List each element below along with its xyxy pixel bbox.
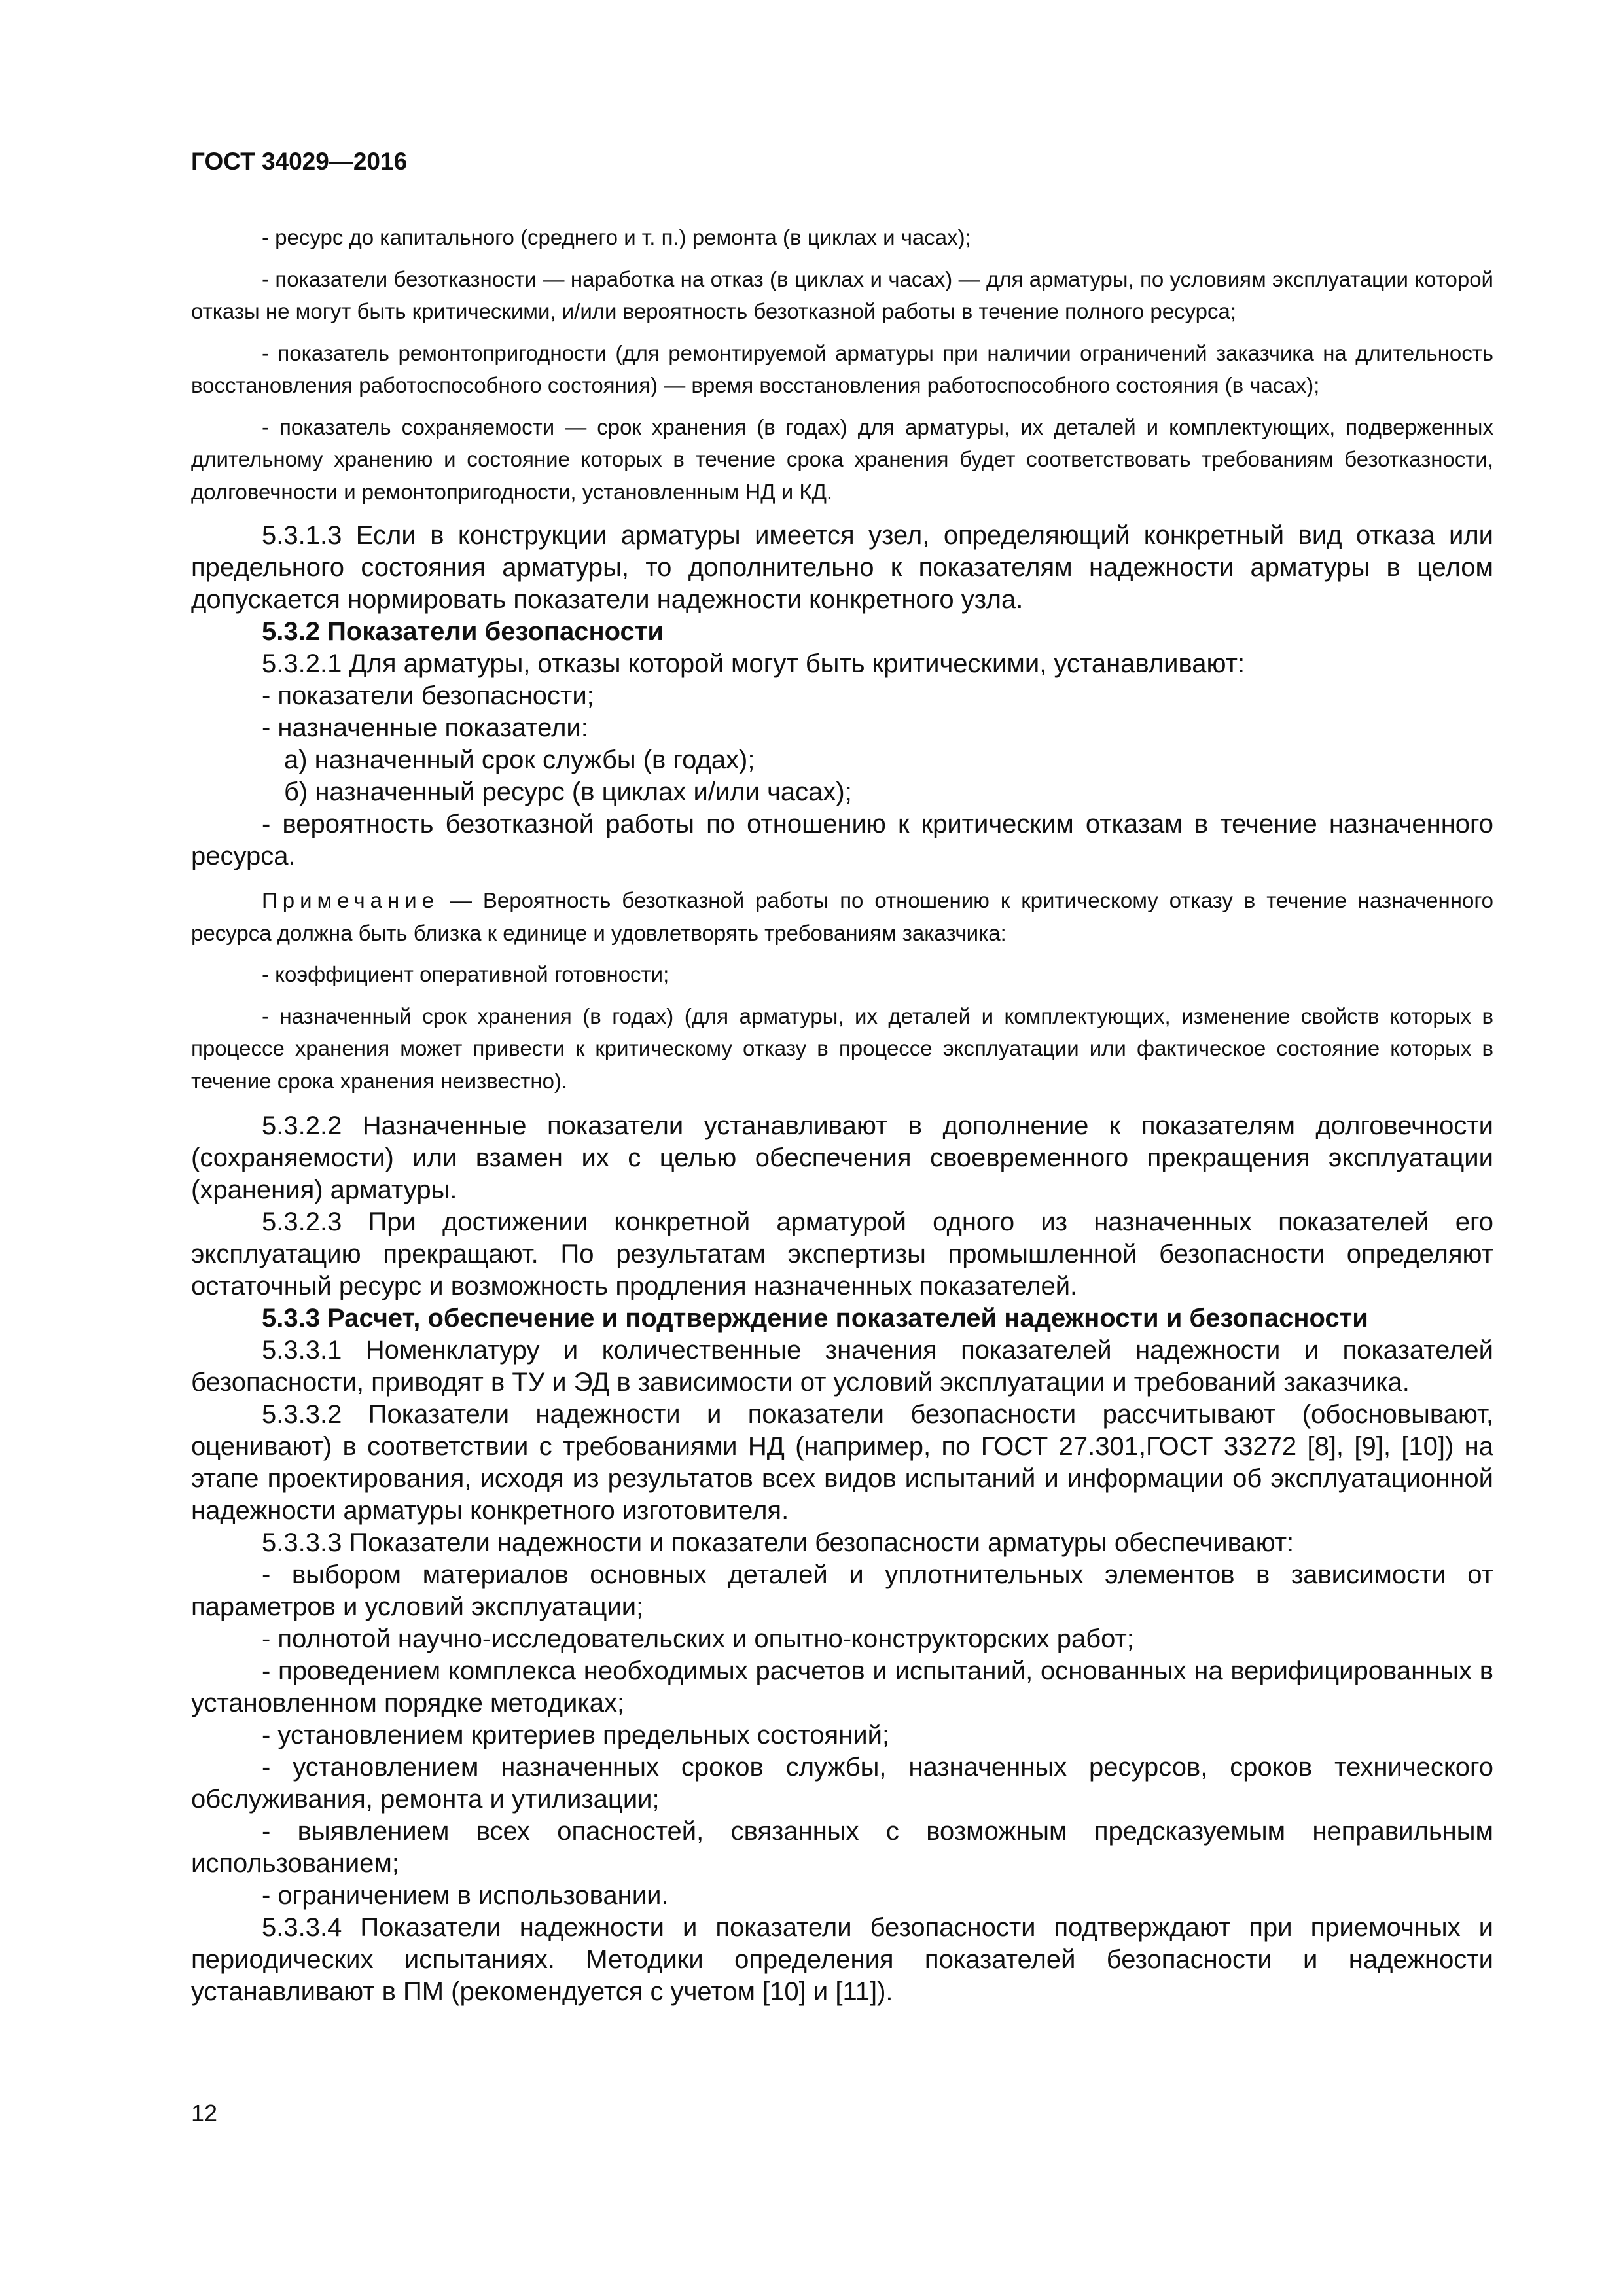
sub-list-item: б) назначенный ресурс (в циклах и/или часах);	[284, 778, 852, 806]
list-item: - проведением комплекса необходимых расчетов и испытаний, основанных на верифицированных в установленном порядке методиках;	[191, 1657, 1493, 1717]
paragraph: 5.3.3.3 Показатели надежности и показатели безопасности арматуры обеспечивают:	[262, 1528, 1294, 1557]
list-item: - ограничением в использовании.	[262, 1881, 669, 1910]
paragraph: - коэффициент оперативной готовности;	[262, 962, 669, 986]
list-item: - назначенные показатели:	[262, 713, 588, 742]
list-item: - выбором материалов основных деталей и уплотнительных элементов в зависимости от параметров и условий эксплуатации;	[191, 1560, 1493, 1621]
list-item: - установлением критериев предельных состояний;	[262, 1721, 890, 1749]
list-item: - полнотой научно-исследовательских и опытно-конструкторских работ;	[262, 1624, 1134, 1653]
paragraph: 5.3.3.4 Показатели надежности и показатели безопасности подтверждают при приемочных и периодических испытаниях. Методики определения показателей безопасности и надежности устанавливают в ПМ (рекомендуется с учетом [10] и [11]).	[191, 1913, 1493, 2006]
sub-list-item: а) назначенный срок службы (в годах);	[284, 745, 755, 774]
section-heading: 5.3.3 Расчет, обеспечение и подтверждение показателей надежности и безопасности	[262, 1304, 1368, 1333]
section-heading: 5.3.2 Показатели безопасности	[262, 617, 664, 646]
paragraph: 5.3.1.3 Если в конструкции арматуры имеется узел, определяющий конкретный вид отказа или предельного состояния арматуры, то дополнительно к показателям надежности арматуры в целом допускается нормировать показатели надежности конкретного узла.	[191, 521, 1493, 614]
paragraph: 5.3.2.2 Назначенные показатели устанавливают в дополнение к показателям долговечности (сохраняемости) или взамен их с целью обеспечения своевременного прекращения эксплуатации (хранения) арматуры.	[191, 1111, 1493, 1204]
paragraph: 5.3.3.2 Показатели надежности и показатели безопасности рассчитывают (обосновывают, оценивают) в соответствии с требованиями НД (например, по ГОСТ 27.301,ГОСТ 33272 [8], [9], [10]) на этапе проектирования, исходя из результатов всех видов испытаний и информации об эксплуатационной надежности арматуры конкретного изготовителя.	[191, 1400, 1493, 1525]
note-label: Примечание	[262, 888, 440, 912]
paragraph: - ресурс до капитального (среднего и т. п.) ремонта (в циклах и часах);	[262, 225, 971, 249]
paragraph: - назначенный срок хранения (в годах) (для арматуры, их деталей и комплектующих, изменение свойств которых в процессе хранения может привести к критическому отказу в процессе эксплуатации или фактическое состояние которых в течение срока хранения неизвестно).	[191, 1003, 1493, 1093]
note	[191, 884, 1493, 949]
list-item: - выявлением всех опасностей, связанных с возможным предсказуемым неправильным использованием;	[191, 1817, 1493, 1878]
document-header: ГОСТ 34029—2016	[191, 148, 408, 175]
note-text: — Вероятность безотказной работы по отношению к критическому отказу в течение назначенного ресурса должна быть близка к единице и удовлетворять требованиям заказчика:	[191, 888, 1493, 945]
paragraph: 5.3.3.1 Номенклатуру и количественные значения показателей надежности и показателей безопасности, приводят в ТУ и ЭД в зависимости от условий эксплуатации и требований заказчика.	[191, 1336, 1493, 1397]
paragraph: 5.3.2.1 Для арматуры, отказы которой могут быть критическими, устанавливают:	[262, 649, 1245, 678]
page-number: 12	[191, 2100, 218, 2126]
list-item: - установлением назначенных сроков службы, назначенных ресурсов, сроков технического обслуживания, ремонта и утилизации;	[191, 1753, 1493, 1814]
document-body	[191, 221, 1493, 2008]
paragraph: - показатель ремонтопригодности (для ремонтируемой арматуры при наличии ограничений заказчика на длительность восстановления работоспособного состояния) — время восстановления работоспособного состояния (в часах);	[191, 340, 1493, 397]
paragraph: - показатель сохраняемости — срок хранения (в годах) для арматуры, их деталей и комплектующих, подверженных длительному хранению и состояние которых в течение срока хранения будет соответствовать требованиям безотказности, долговечности и ремонтопригодности, установленным НД и КД.	[191, 414, 1493, 504]
list-item: - показатели безопасности;	[262, 681, 594, 710]
paragraph: - показатели безотказности — наработка на отказ (в циклах и часах) — для арматуры, по условиям эксплуатации которой отказы не могут быть критическими, и/или вероятность безотказной работы в течение полного ресурса;	[191, 266, 1493, 323]
paragraph: 5.3.2.3 При достижении конкретной арматурой одного из назначенных показателей его эксплуатацию прекращают. По результатам экспертизы промышленной безопасности определяют остаточный ресурс и возможность продления назначенных показателей.	[191, 1208, 1493, 1300]
list-item: - вероятность безотказной работы по отношению к критическим отказам в течение назначенного ресурса.	[191, 810, 1493, 870]
